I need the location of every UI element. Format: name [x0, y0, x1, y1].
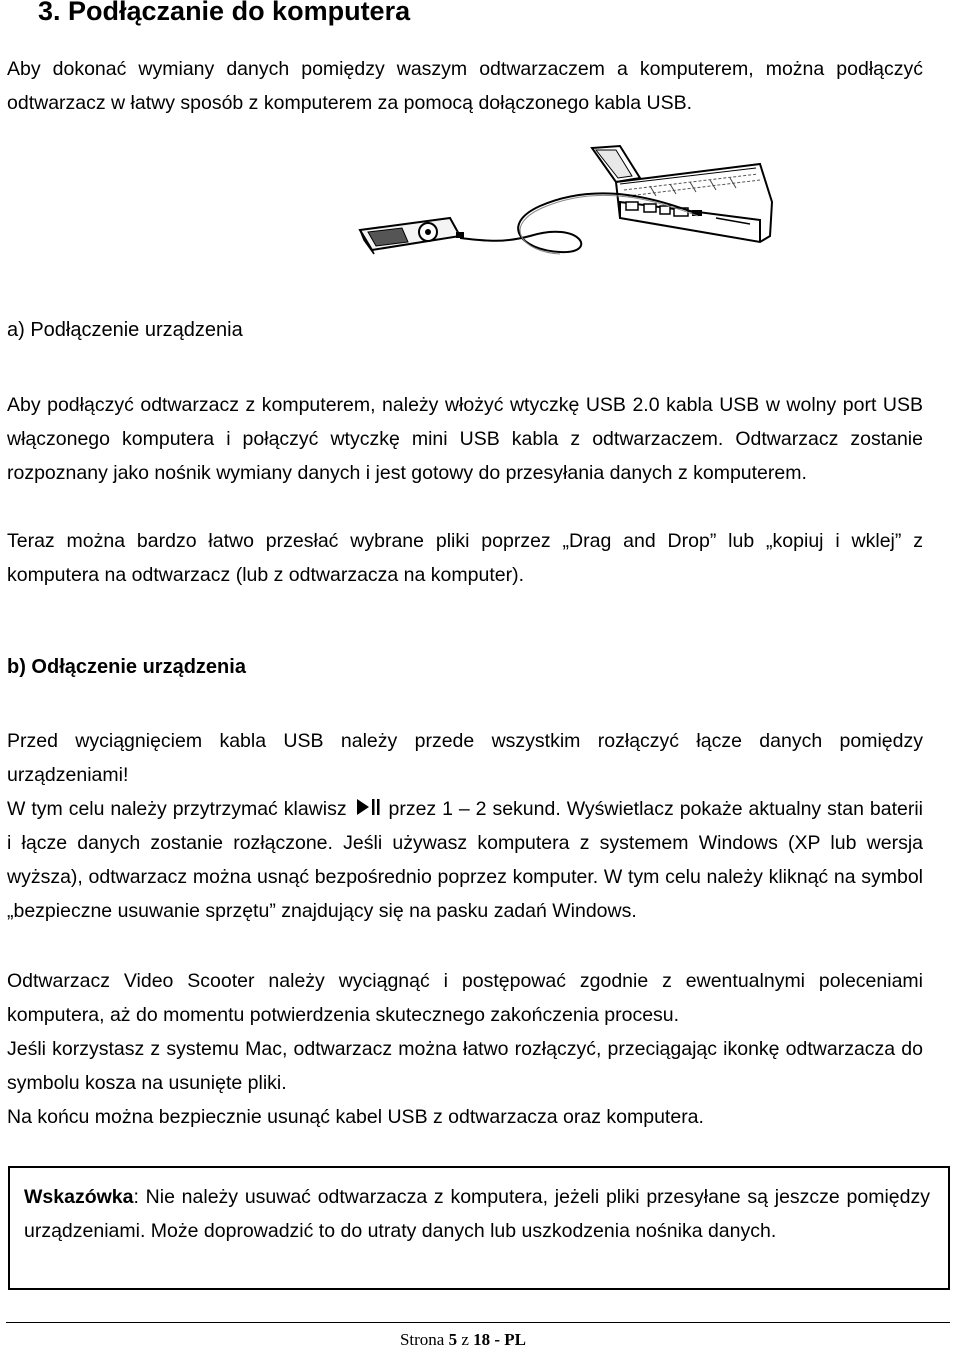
tip-text: [24, 1180, 930, 1248]
tip-label: Wskazówka: [24, 1186, 134, 1208]
section-b-paragraph-5: Na końcu można bezpiecznie usunąć kabel USB z odtwarzacza oraz komputera.: [7, 1106, 704, 1128]
section-b-paragraph-1: Przed wyciągnięciem kabla USB należy przede wszystkim rozłączyć łącze danych pomiędzy urządzeniami!: [7, 730, 923, 786]
footer-prefix: Strona: [399, 1330, 445, 1349]
usb-connection-illustration: [320, 140, 780, 280]
tip-box: [8, 1166, 950, 1290]
section-a-heading: a) Podłączenie urządzenia: [7, 319, 243, 341]
section-b-paragraph-2: [7, 792, 923, 928]
footer-divider: [6, 1322, 950, 1323]
tip-body: : Nie należy usuwać odtwarzacza z komputera, jeżeli pliki przesyłane są jeszcze pomiędzy urządzeniami. Może doprowadzić to do utraty danych lub uszkodzenia nośnika danych.: [24, 1186, 930, 1242]
section-title: 3. Podłączanie do komputera: [38, 0, 411, 26]
section-a-paragraph-1: Aby podłączyć odtwarzacz z komputerem, należy włożyć wtyczkę USB 2.0 kabla USB w wolny port USB włączonego komputera i połączyć wtyczkę mini USB kabla z odtwarzaczem. Odtwarzacz zostanie rozpoznany jako nośnik wymiany danych i jest gotowy do przesyłania danych z komputerem.: [7, 394, 923, 484]
footer-language: - PL: [494, 1330, 527, 1349]
section-b-paragraph-2-start: W tym celu należy przytrzymać klawisz: [7, 798, 347, 820]
play-pause-icon: [355, 797, 381, 817]
footer-total-pages: 18: [473, 1330, 491, 1349]
footer-of: z: [461, 1330, 469, 1349]
section-b-heading: b) Odłączenie urządzenia: [7, 656, 246, 678]
footer-page-number: 5: [448, 1330, 458, 1349]
page-footer: [0, 1330, 926, 1350]
section-b-paragraph-3: Odtwarzacz Video Scooter należy wyciągnąć i postępować zgodnie z ewentualnymi poleceniami komputera, aż do momentu potwierdzenia skutecznego zakończenia procesu.: [7, 970, 923, 1026]
intro-paragraph: Aby dokonać wymiany danych pomiędzy waszym odtwarzaczem a komputerem, można podłączyć odtwarzacz w łatwy sposób z komputerem za pomocą dołączonego kabla USB.: [7, 58, 923, 114]
section-a-paragraph-2: Teraz można bardzo łatwo przesłać wybrane pliki poprzez „Drag and Drop” lub „kopiuj i wklej” z komputera na odtwarzacz (lub z odtwarzacza na komputer).: [7, 530, 923, 586]
section-b-paragraph-2-end: przez 1 – 2 sekund. Wyświetlacz pokaże aktualny stan baterii i łącze danych zostanie rozłączone. Jeśli używasz komputera z systemem Windows (XP lub wersja wyższa), odtwarzacz można usnąć bezpośrednio poprzez komputer. W tym celu należy kliknąć na symbol „bezpieczne usuwanie sprzętu” znajdujący się na pasku zadań Windows.: [7, 798, 924, 922]
section-b-paragraph-4: Jeśli korzystasz z systemu Mac, odtwarzacz można łatwo rozłączyć, przeciągając ikonkę odtwarzacza do symbolu kosza na usunięte pliki.: [7, 1038, 923, 1094]
